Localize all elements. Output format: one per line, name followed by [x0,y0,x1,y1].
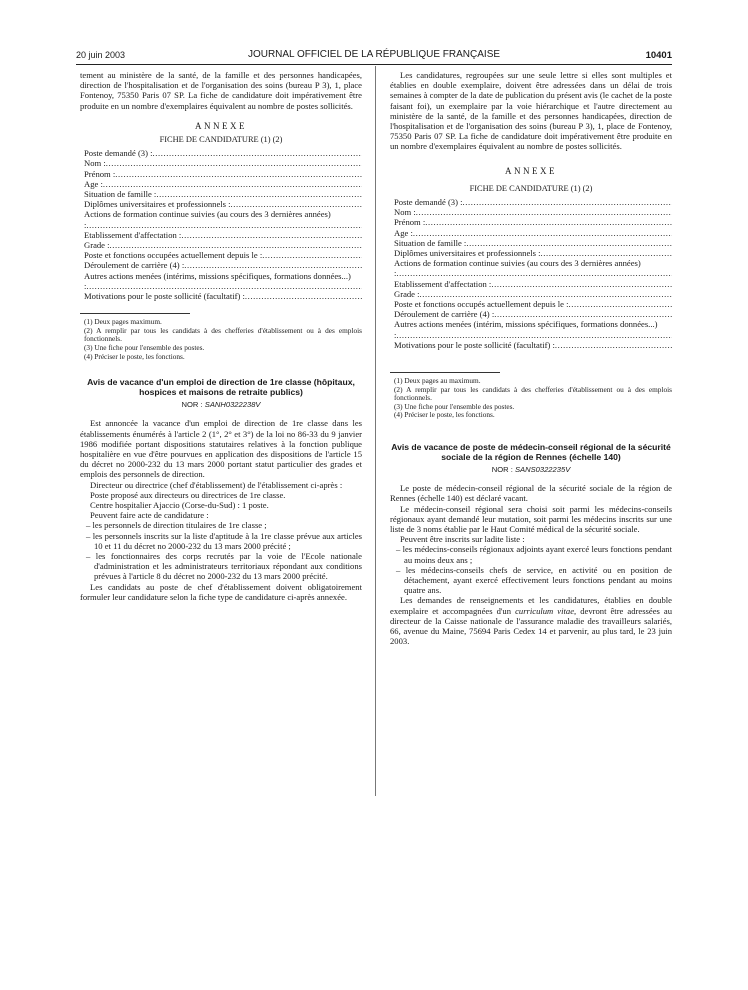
list-item: – les médecins-conseils chefs de service, en activité ou en position de détachement, ayant exercé effectivement leurs fonctions pendant au moins quatre ans. [396,564,672,596]
header-date: 20 juin 2003 [76,50,126,60]
form-line: Diplômes universitaires et professionnels : ..... [80,199,362,209]
header-rule [76,64,672,65]
paragraph: Directeur ou directrice (chef d'établissement) de l'établissement ci-après : [90,479,343,490]
paragraph: Le poste de médecin-conseil régional de la sécurité sociale de la région de Rennes (échelle 140) est déclaré vacant. [390,483,672,504]
footnote: (1) Deux pages maximum. [84,317,162,327]
right-fiche-heading: FICHE DE CANDIDATURE (1) (2) [469,183,593,193]
left-nor [80,400,362,410]
page-number: 10401 [645,50,672,61]
form-line: Diplômes universitaires et professionnels : ..... [390,248,672,258]
left-candidature-form [80,148,362,301]
closing-text: , devront être adressées au directeur de la Caisse nationale de l'assurance maladie des travailleurs salariés, 66, avenue du Maine, 75694 Paris Cedex 14 et parvenir, au plus tard, le 23 juin 2003. [390,605,673,647]
form-line: Age : ..... [390,228,672,238]
paragraph: Centre hospitalier Ajaccio (Corse-du-Sud) : 1 poste. [90,500,269,511]
list-item: – les personnels inscrits sur la liste d'aptitude à la 1re classe prévue aux articles 10 et 11 du décret no 2000-232 du 13 mars 2000 précité ; [86,530,362,551]
right-column [390,70,672,647]
footnote: (3) Une fiche pour l'ensemble des postes. [394,401,515,411]
right-intro: Les candidatures, regroupées sur une seule lettre si elles sont multiples et établies en double exemplaire, doivent être adressées dans un délai de trois semaines à compter de la date de publication du présent avis (le cachet de la poste faisant foi), un exemplaire par la voie hiérarchique et l'autre directement au ministère de la santé, de la famille et des personnes handicapées, direction de l'hospitalisation et de l'organisation des soins (bureau P 3), 1, place de Fontenoy, 75350 Paris 07 SP. La fiche de candidature doit impérativement être produite en un nombre d'exemplaires équivalent au nombre de postes sollicités. [390,70,672,152]
form-line: Grade : ..... [80,240,362,250]
nor-label: NOR : [491,465,513,475]
form-line: Nom : ..... [390,207,672,217]
form-line: Déroulement de carrière (4) : ..... [390,309,672,319]
paragraph: Peuvent être inscrits sur ladite liste : [400,534,525,545]
right-notice-title: Avis de vacance de poste de médecin-conseil régional de la sécurité sociale de la région de Rennes (échelle 140) [391,442,671,463]
right-nor [390,465,672,475]
form-line: Motivations pour le poste sollicité (facultatif) : ..... [80,291,362,301]
footnote: (4) Préciser le poste, les fonctions. [394,410,495,420]
paragraph: Peuvent faire acte de candidature : [90,510,209,521]
left-fiche-heading: FICHE DE CANDIDATURE (1) (2) [159,135,283,145]
form-line: Prénom : ..... [80,169,362,179]
form-line: Nom : ..... [80,158,362,168]
form-line: Déroulement de carrière (4) : ..... [80,260,362,270]
journal-title: JOURNAL OFFICIEL DE LA RÉPUBLIQUE FRANÇAISE [247,49,501,60]
form-line: Etablissement d'affectation : ..... [80,230,362,240]
footnote-separator [80,313,190,314]
form-line: Motivations pour le poste sollicité (facultatif) : ..... [390,340,672,350]
left-annexe-heading: ANNEXE [195,120,247,131]
list-item: – les fonctionnaires des corps recrutés par la voie de l'Ecole nationale d'administration et les administrateurs territoriaux répondant aux conditions prévues à l'article 8 du décret no 2000-232 du 13 mars 2000 précité. [86,551,362,582]
footnote: (4) Préciser le poste, les fonctions. [84,351,185,361]
left-column [80,70,362,602]
left-intro: tement au ministère de la santé, de la famille et des personnes handicapées, direction de l'hospitalisation et de l'organisation des soins (bureau P 3), 1, place Fontenoy, 75350 Paris 07 SP. La fiche de candidature doit impérativement être produite en un nombre d'exemplaires équivalent au nombre de postes sollicités. [80,70,362,111]
left-notice-title: Avis de vacance d'un emploi de direction de 1re classe (hôpitaux, hospices et maisons de retraite publics) [87,377,355,398]
left-footnotes [80,318,362,361]
closing-italic: curriculum vitae [515,605,575,616]
paragraph: Les candidats au poste de chef d'établissement doivent obligatoirement formuler leur candidature selon la fiche type de candidature ci-après annexée. [80,581,362,602]
nor-label: NOR : [181,400,203,410]
form-line: Poste demandé (3) : ..... [390,197,672,207]
form-line: Grade : ..... [390,289,672,299]
list-item: – les médecins-conseils régionaux adjoints ayant exercé leurs fonctions pendant au moins deux ans ; [396,544,672,565]
right-annexe-heading: ANNEXE [505,165,557,176]
footnote: (1) Deux pages au maximum. [394,376,481,386]
right-candidature-form [390,197,672,350]
form-line: Poste et fonctions occupées actuellement depuis le : ..... [80,250,362,260]
form-line: Actions de formation continue suivies (au cours des 3 dernières années) : ..... [80,209,362,229]
form-line: Autres actions menées (intérims, missions spécifiques, formations données...) : ..... [80,271,362,291]
form-line: Poste et fonctions occupés actuellement depuis le : ..... [390,299,672,309]
form-line: Age : ..... [80,179,362,189]
closing-text: Les demandes de renseignements et les candidatures, établies en double exemplaire et accompagnées d'un [390,595,672,616]
list-item: – les personnels de direction titulaires de 1re classe ; [86,520,267,531]
form-line: Situation de famille : ..... [390,238,672,248]
column-divider [375,66,376,796]
form-line: Situation de famille : ..... [80,189,362,199]
nor-code: SANH0322238V [204,400,261,410]
footnote: (2) A remplir par tous les candidats à des chefferies d'établissement ou à des emplois fonctionnels. [84,325,362,344]
footnote: (2) A remplir par tous les candidats à des chefferies d'établissement ou à des emplois fonctionnels. [394,384,672,403]
nor-code: SANS0322235V [514,465,571,475]
right-footnotes [390,377,672,420]
form-line: Actions de formation continue suivies (au cours des 3 dernières années) : ..... [390,258,672,278]
form-line: Poste demandé (3) : ..... [80,148,362,158]
form-line: Etablissement d'affectation : ..... [390,279,672,289]
paragraph: Poste proposé aux directeurs ou directrices de 1re classe. [90,489,286,500]
footnote: (3) Une fiche pour l'ensemble des postes. [84,343,205,353]
paragraph: Est annoncée la vacance d'un emploi de direction de 1re classe dans les établissements énumérés à l'article 2 (1°, 2° et 3°) de la loi no 86-33 du 9 janvier 1986 modifiée portant dispositions statutaires relatives à la fonction publique hospitalière en vue d'être pourvues en application des dispositions de l'article 15 du décret no 2000-232 du 13 mars 2000 portant statut particulier des grades et emplois des personnels de direction. [80,418,362,480]
paragraph: Le médecin-conseil régional sera choisi soit parmi les médecins-conseils régionaux ayant demandé leur mutation, soit parmi les médecins inscrits sur une liste de 3 noms établie par le Haut Comité médical de la sécurité sociale. [390,503,672,535]
page-header [0,48,748,64]
form-line: Prénom : ..... [390,217,672,227]
paragraph [390,595,672,646]
footnote-separator [390,372,500,373]
form-line: Autres actions menées (intérim, missions spécifiques, formations données...) : ..... [390,319,672,339]
